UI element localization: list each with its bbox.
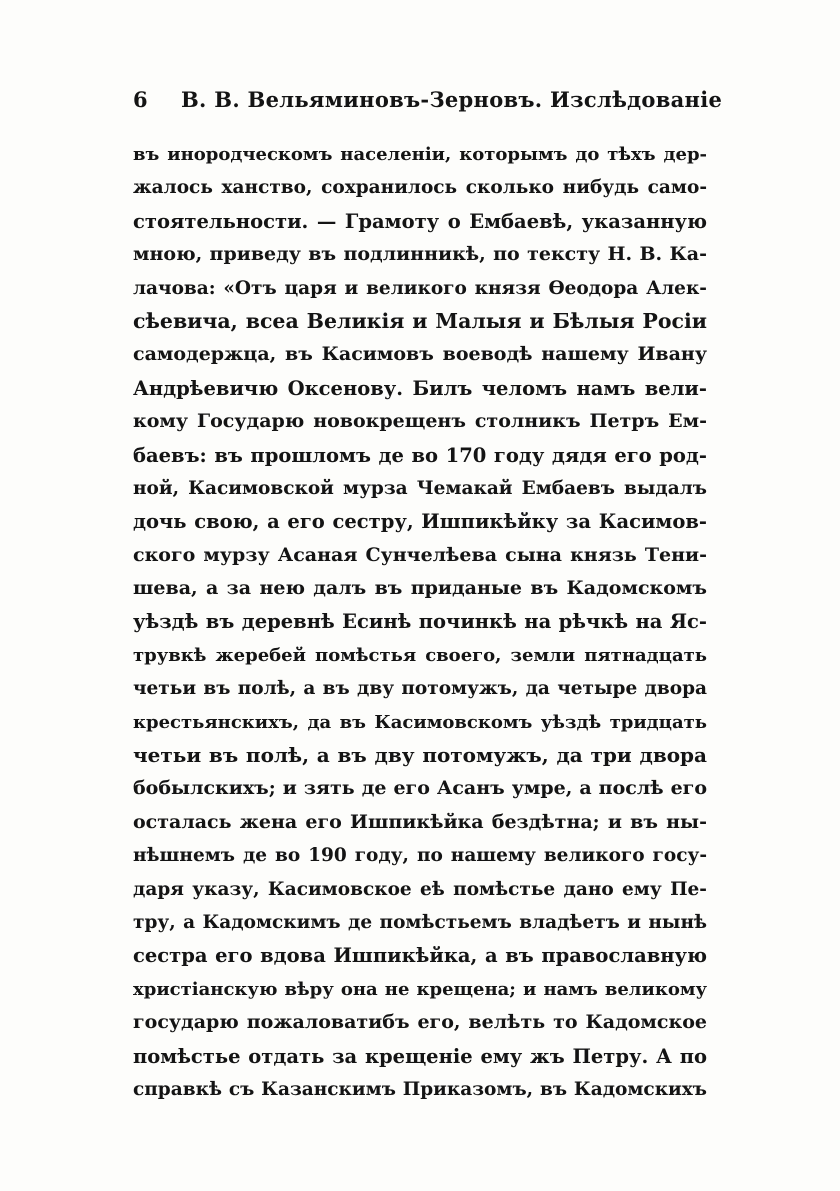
text-line: бобылскихъ; и зять де его Асанъ умре, а послѣ его xyxy=(133,777,707,800)
text-line: шева, а за нею далъ въ приданые въ Кадомскомъ xyxy=(133,577,707,600)
text-line: ной, Касимовской мурза Чемакай Ембаевъ выдалъ xyxy=(133,477,707,499)
page-number: 6 xyxy=(133,87,148,112)
text-line: Андрѣевичю Оксенову. Билъ челомъ намъ вели- xyxy=(133,376,707,400)
text-line: лачова: «Отъ царя и великого князя Ѳеодора Алек- xyxy=(133,277,707,299)
text-line: ского мурзу Асаная Сунчелѣева сына князь Тени- xyxy=(133,543,707,566)
text-line: уѣздѣ въ деревнѣ Есинѣ починкѣ на рѣчкѣ на Яс- xyxy=(133,610,707,634)
text-line: государю пожаловатибъ его, велѣть то Кадомское xyxy=(133,1011,707,1034)
body-text xyxy=(133,138,707,1106)
text-line: нѣшнемъ де во 190 году, по нашему великого госу- xyxy=(133,845,707,867)
text-line: дочь свою, а его сестру, Ишпикѣйку за Касимов- xyxy=(133,510,707,534)
text-line: помѣстье отдать за крещеніе ему жъ Петру. А по xyxy=(133,1044,707,1068)
running-head: В. В. Вельяминовъ-Зерновъ. Изслѣдованіе xyxy=(181,87,723,112)
text-line: четьи въ полѣ, а въ дву потомужъ, да три двора xyxy=(133,743,707,768)
text-line: четьи въ полѣ, а въ дву потомужъ, да четыре двора xyxy=(133,678,707,700)
text-line: мною, приведу въ подлинникѣ, по тексту Н. В. Ка- xyxy=(133,243,707,266)
text-line: сестра его вдова Ишпикѣйка, а въ православную xyxy=(133,944,707,968)
page-header xyxy=(133,82,723,118)
text-line: крестьянскихъ, да въ Касимовскомъ уѣздѣ тридцать xyxy=(133,711,707,733)
text-line: христіанскую вѣру она не крещена; и намъ великому xyxy=(133,978,707,1000)
text-line: въ инородческомъ населеніи, которымъ до тѣхъ дер- xyxy=(133,144,707,165)
text-line: жалось ханство, сохранилось сколько нибудь само- xyxy=(133,177,707,199)
text-line: осталась жена его Ишпикѣйка бездѣтна; и въ ны- xyxy=(133,810,707,833)
text-line: стоятельности. — Грамоту о Ембаевѣ, указанную xyxy=(133,209,707,233)
text-line: сѣевича, всеа Великія и Малыя и Бѣлыя Росіи xyxy=(133,308,707,333)
text-line: трувкѣ жеребей помѣстья своего, земли пятнадцать xyxy=(133,644,707,666)
text-line: справкѣ съ Казанскимъ Приказомъ, въ Кадомскихъ xyxy=(133,1078,707,1100)
text-line: тру, а Кадомскимъ де помѣстьемъ владѣетъ и нынѣ xyxy=(133,911,707,933)
text-line: самодержца, въ Касимовъ воеводѣ нашему Ивану xyxy=(133,343,707,366)
text-line: кому Государю новокрещенъ столникъ Петръ Ем- xyxy=(133,410,707,433)
text-line: баевъ: въ прошломъ де во 170 году дядя его род- xyxy=(133,443,707,467)
text-line: даря указу, Касимовское еѣ помѣстье дано ему Пе- xyxy=(133,878,707,900)
